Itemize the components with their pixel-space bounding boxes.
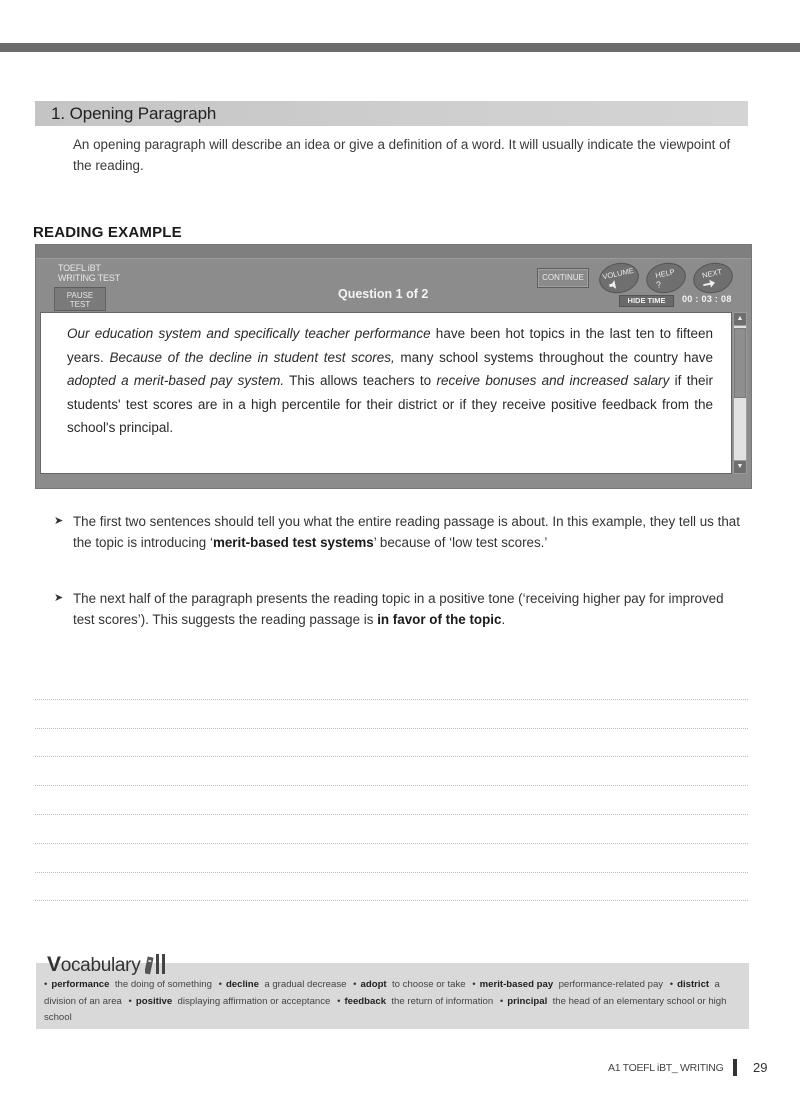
vocab-definition: to choose or take [391,979,466,990]
note-line [35,814,748,815]
next-button[interactable] [690,259,735,297]
vocab-term: merit-based pay [479,979,554,990]
bullet-dot: • [337,995,341,1007]
vocabulary-title [47,953,140,977]
bullet-text [73,588,744,630]
speaker-icon [608,279,620,292]
bullet-emphasis: in favor of the topic [377,612,502,627]
vocabulary-list [44,977,744,1027]
bullet-dot: • [353,979,357,990]
vocab-definition: displaying affirmation or acceptance [177,995,331,1007]
vocab-term: principal [507,995,548,1007]
vocab-definition: the doing of something [114,979,212,990]
scroll-down-arrow-icon[interactable]: ▼ [734,461,746,473]
bullet-emphasis: merit-based test systems [212,535,374,550]
footer-divider [733,1059,737,1076]
note-line [35,756,748,757]
arrowhead-bullet-icon: ➤ [54,592,64,604]
vocab-term: performance [51,979,110,990]
bullet-segment: The first two sentences should tell you what the entire reading passage is about. In this example, they tell us that the topic is introducing ‘ [73,514,740,550]
page-number: 29 [753,1060,768,1075]
volume-label: VOLUME [601,265,635,282]
vocab-term: feedback [344,995,387,1007]
vocab-term: adopt [360,979,387,990]
question-counter: Question 1 of 2 [338,287,429,301]
pause-label-line1: PAUSE [66,291,94,300]
passage-segment: Because of the decline in student test scores, [109,349,395,365]
bullet-dot: • [218,979,222,990]
volume-button[interactable] [596,259,641,297]
vocab-definition: a division of an area [44,979,720,1007]
continue-button[interactable]: CONTINUE [537,268,589,288]
passage-segment: Our education system and specifically teacher performance [67,326,431,341]
question-mark-icon: ? [655,279,663,291]
vocab-term: decline [225,979,259,990]
bullet-dot: • [128,995,132,1007]
vocab-title-initial: V [47,953,61,976]
bullet-segment: The next half of the paragraph presents the reading topic in a positive tone (‘receiving higher pay for improved test scores’). This suggests the reading passage is [73,591,724,627]
note-line [35,900,748,901]
toefl-test-window [35,244,752,489]
note-line [35,699,748,700]
app-title [58,263,120,283]
bullet-dot: • [669,979,674,990]
vocab-definition: the return of information [391,995,494,1007]
note-line [35,872,748,873]
pause-test-button[interactable] [54,287,106,311]
help-label: HELP [654,267,676,281]
footer-book-title: A1 TOEFL iBT_ WRITING [608,1062,724,1074]
next-label: NEXT [701,267,723,281]
help-button[interactable] [643,259,688,297]
vocab-term: positive [135,995,173,1007]
scroll-up-arrow-icon[interactable]: ▲ [734,313,746,325]
vocab-title-rest: ocabulary [60,955,141,976]
pause-label-line2: TEST [69,300,91,309]
countdown-timer: 00 : 03 : 08 [682,294,732,304]
arrowhead-bullet-icon: ➤ [54,515,64,527]
passage-segment: have been hot topics in the last ten to fifteen years. [67,326,713,365]
passage-segment: adopted a merit-based pay system. [67,373,285,388]
section-header [35,101,748,126]
note-line [35,843,748,844]
bullet-dot: • [472,979,476,990]
bullet-dot: • [44,979,48,990]
passage-segment: This allows teachers to [284,373,437,388]
window-top-strip [36,245,751,259]
vocab-definition: a gradual decrease [264,979,347,990]
note-line [35,728,748,729]
bullet-segment: . [501,612,506,627]
books-icon [145,951,169,975]
bullet-text [73,511,744,553]
vocab-term: district [677,979,710,990]
passage-scrollbar[interactable] [733,312,747,474]
bullet-segment: ’ because of ‘low test scores.’ [373,535,548,550]
vocab-definition: the head of an elementary school or high school [44,995,727,1023]
note-line [35,785,748,786]
app-title-line1: TOEFL iBT [58,263,101,273]
reading-passage [67,322,713,440]
section-title: 1. Opening Paragraph [51,104,217,123]
page-top-bar [0,43,800,52]
vocab-definition: performance-related pay [558,979,664,990]
scroll-thumb[interactable] [734,328,746,398]
explanation-bullet [54,511,744,553]
scroll-track[interactable] [734,326,746,460]
passage-segment: receive bonuses and increased salary [436,373,670,388]
hide-time-button[interactable]: HIDE TIME [619,295,674,307]
explanation-bullet [54,588,744,630]
app-title-line2: WRITING TEST [58,273,120,283]
passage-box [40,312,732,474]
passage-segment: if their students' test scores are in a high percentile for their district or if they receive positive feedback from the school's principal. [67,373,713,435]
reading-example-heading: READING EXAMPLE [33,224,182,241]
passage-segment: many school systems throughout the country have [394,349,713,365]
arrow-right-icon [702,279,716,291]
section-intro: An opening paragraph will describe an idea or give a definition of a word. It will usually indicate the viewpoint of the reading. [73,137,731,173]
bullet-dot: • [499,995,504,1007]
